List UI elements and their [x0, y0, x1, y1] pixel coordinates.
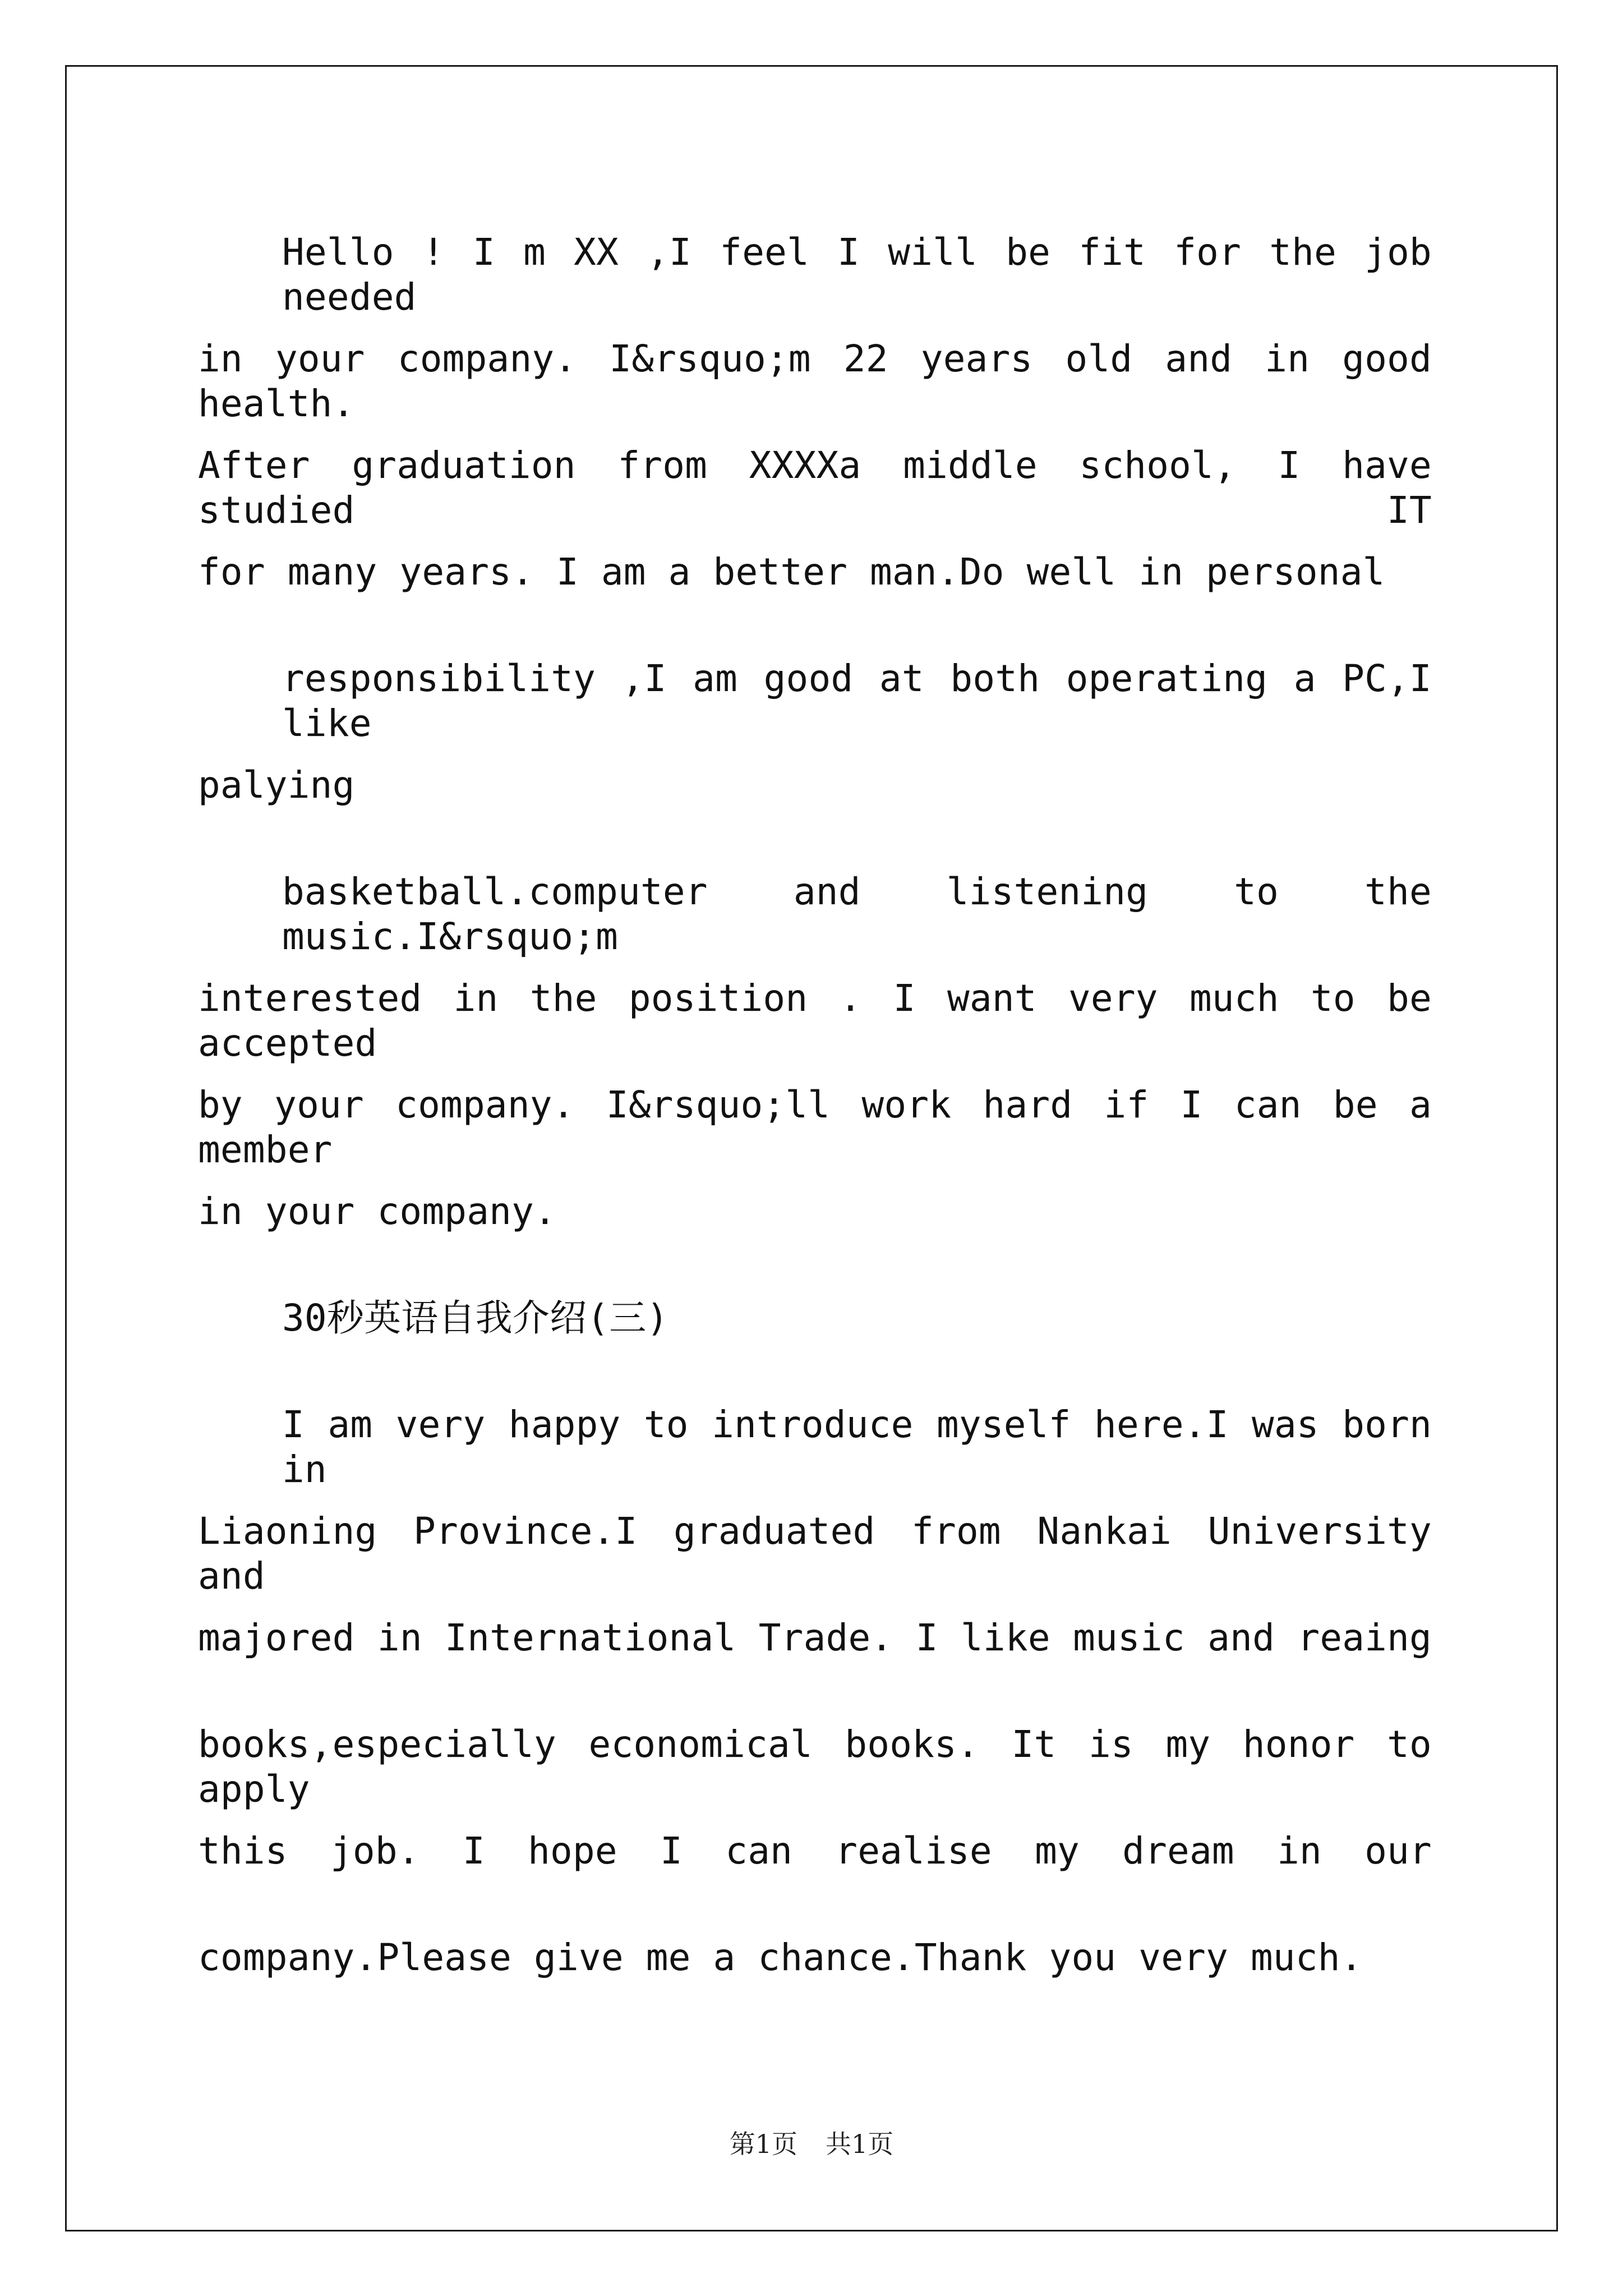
paragraph-1-line-1: Hello ! I m XX ,I feel I will be fit for the job needed [282, 231, 1432, 319]
page-number: 第1页 [729, 2129, 797, 2159]
paragraph-1-line-4: for many years. I am a better man.Do well in personal [198, 550, 1385, 593]
paragraph-3-line-4: in your company. [198, 1190, 556, 1233]
paragraph-4-line-4: books,especially economical books. It is my honor to apply [198, 1723, 1432, 1811]
paragraph-4-line-2: Liaoning Province.I graduated from Nankai University and [198, 1510, 1432, 1598]
section-heading: 30秒英语自我介绍(三) [282, 1296, 669, 1340]
paragraph-4-line-1: I am very happy to introduce myself here.I was born in [282, 1403, 1432, 1491]
paragraph-1-line-2: in your company. I&rsquo;m 22 years old and in good health. [198, 337, 1432, 425]
paragraph-2-line-2: palying [198, 763, 355, 807]
paragraph-3-line-1: basketball.computer and listening to the music.I&rsquo;m [282, 870, 1432, 958]
paragraph-4-line-3: majored in International Trade. I like music and reaing [198, 1616, 1432, 1659]
paragraph-1-line-3: After graduation from XXXXa middle school, I have studied IT [198, 444, 1432, 532]
paragraph-4-line-5: this job. I hope I can realise my dream in our [198, 1829, 1432, 1872]
paragraph-4-line-6: company.Please give me a chance.Thank you very much. [198, 1936, 1363, 1979]
paragraph-2-line-1: responsibility ,I am good at both operating a PC,I like [282, 657, 1432, 745]
page-footer [0, 2127, 1623, 2161]
paragraph-3-line-3: by your company. I&rsquo;ll work hard if I can be a member [198, 1083, 1432, 1171]
page-total: 共1页 [826, 2129, 894, 2159]
paragraph-3-line-2: interested in the position . I want very much to be accepted [198, 977, 1432, 1065]
